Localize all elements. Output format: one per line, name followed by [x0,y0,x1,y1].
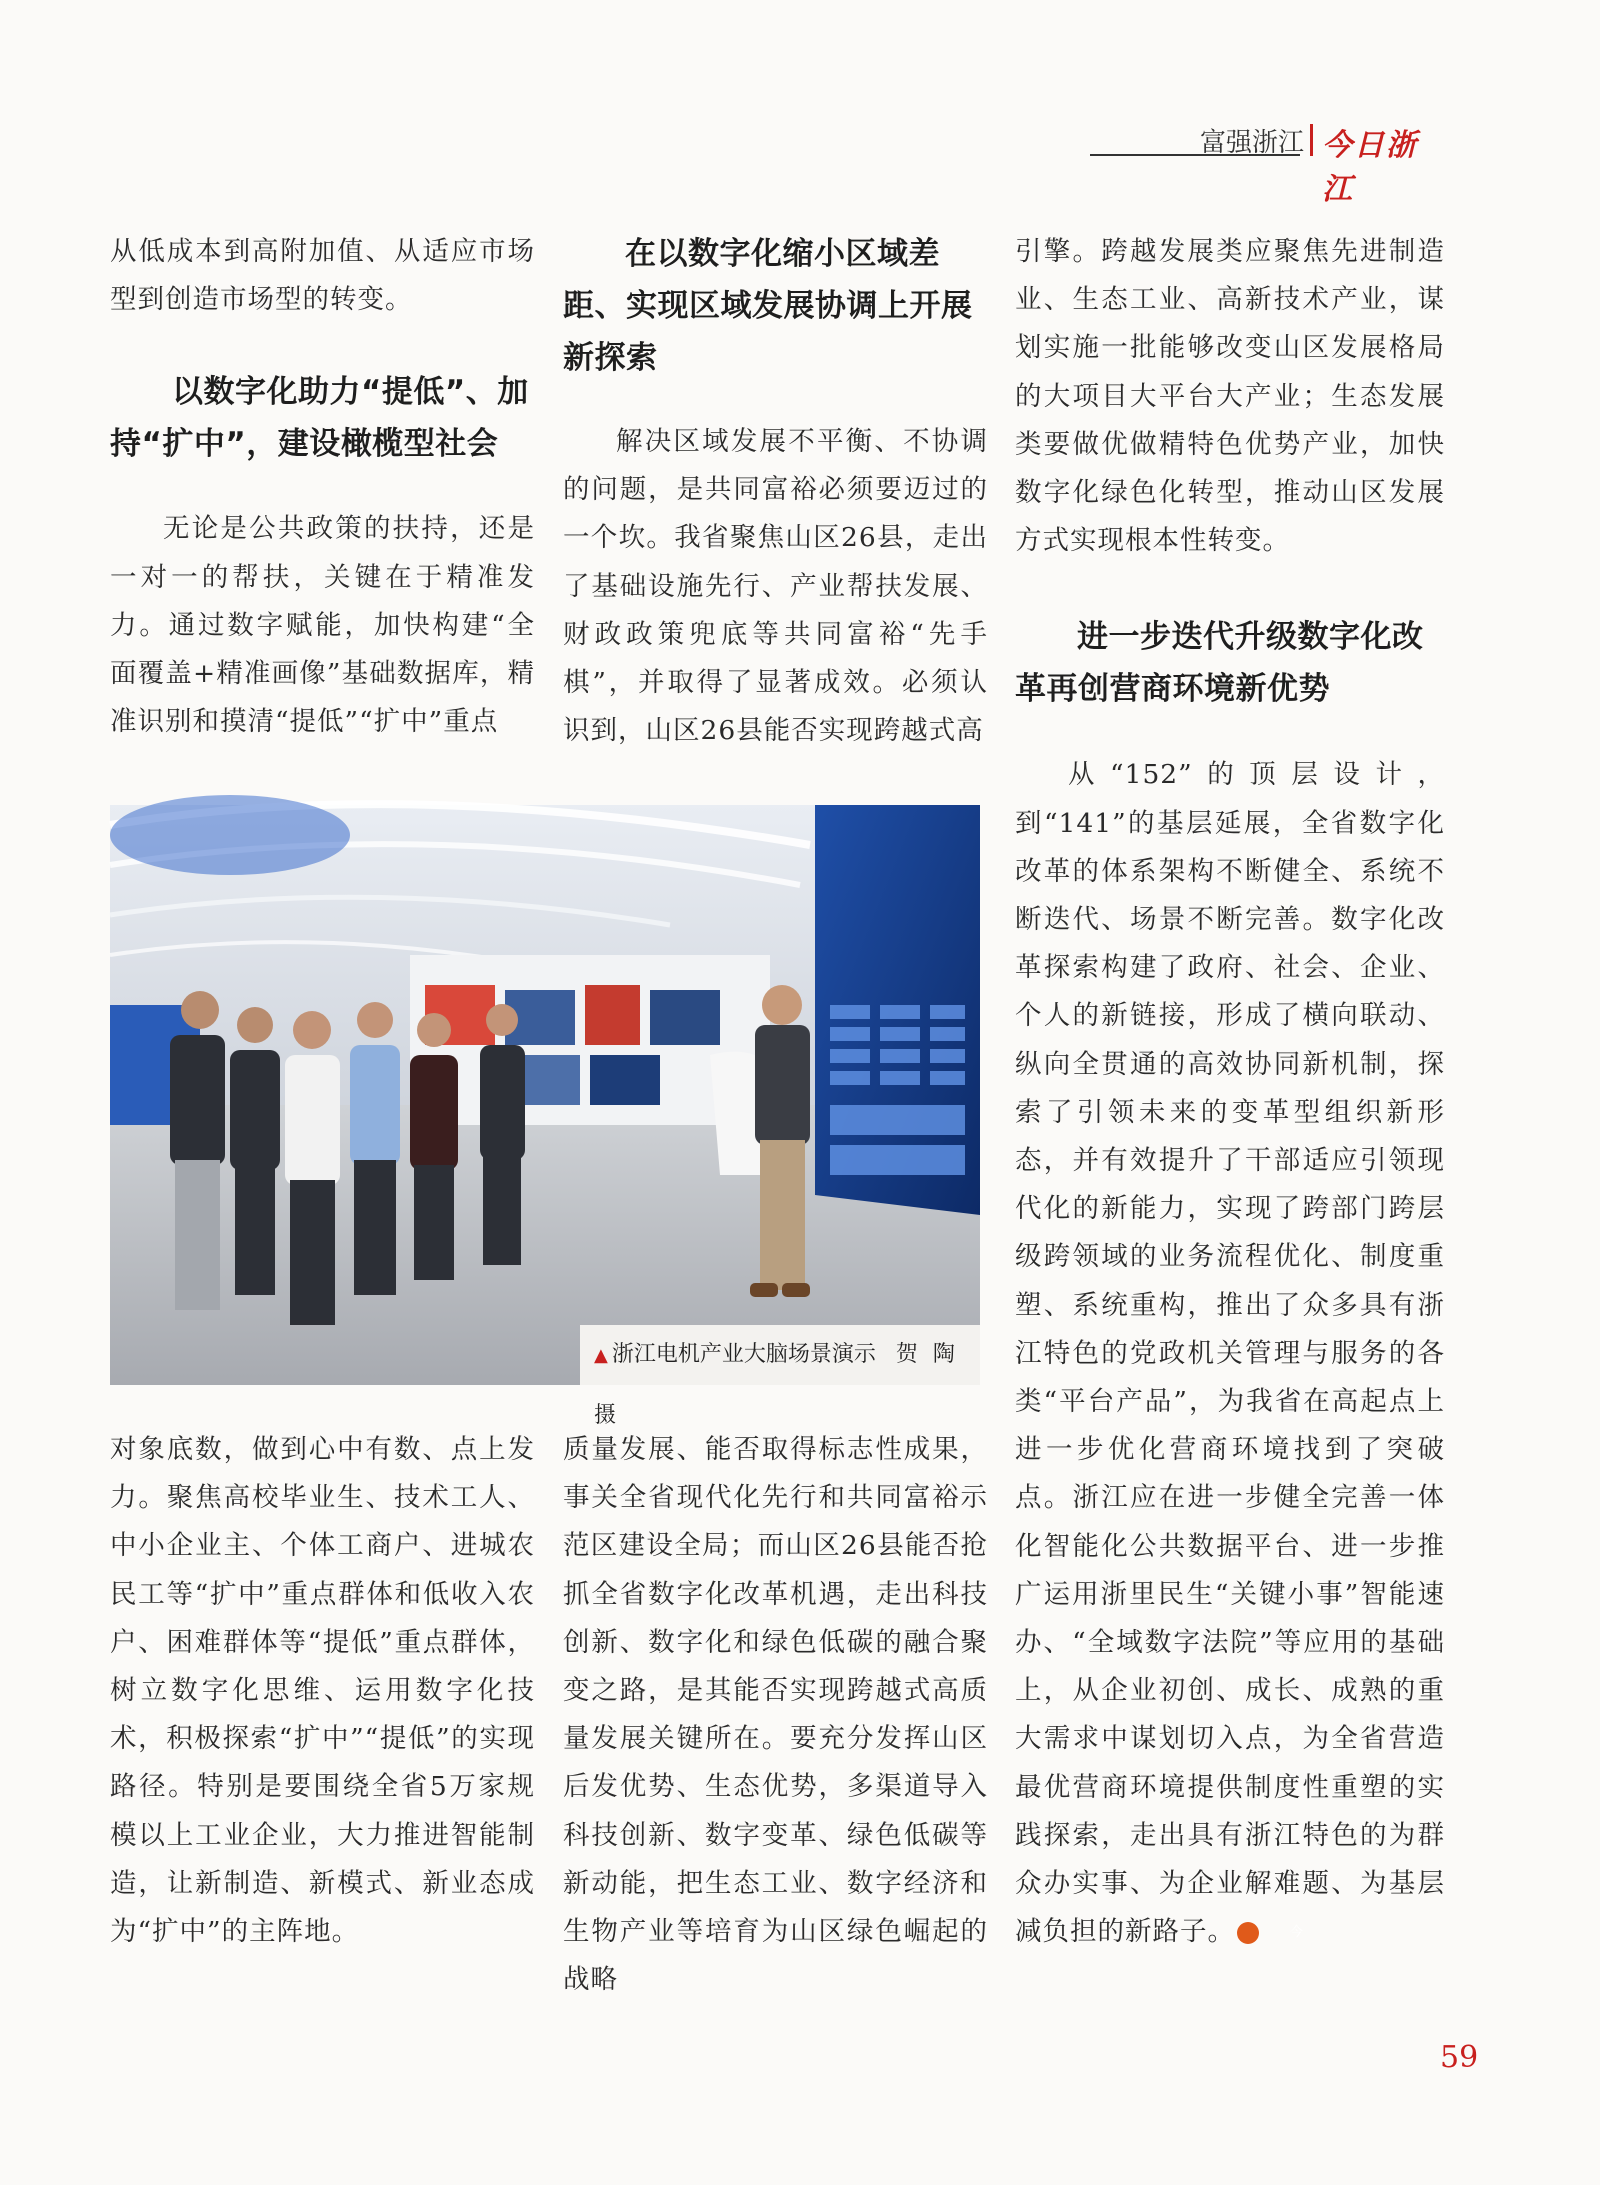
article-end-icon: 今 [1237,1922,1259,1944]
header-section-title: 富强浙江 [1200,128,1305,158]
col1-section-heading: 以数字化助力“提低”、加持“扩中”，建设橄榄型社会 [110,374,529,463]
running-header [1090,122,1440,207]
caption-triangle-icon: ▲ [594,1345,608,1366]
col3-paragraph-main [1015,751,1445,1956]
page-number: 59 [1440,2040,1479,2075]
col1-top-text: 从低成本到高附加值、从适应市场型到创造市场型的转变。 [110,236,535,316]
column-1-top [110,228,535,746]
col1-paragraph-top: 无论是公共政策的扶持，还是一对一的帮扶，关键在于精准发力。通过数字赋能，加快构建“全面覆盖+精准画像”基础数据库，精准识别和摸清“提低”“扩中”重点 [110,513,535,738]
magazine-logo: 今日浙江 [1322,128,1418,207]
col3-section-heading: 进一步迭代升级数字化改革再创营商环境新优势 [1015,619,1424,708]
photo-caption [580,1325,980,1428]
col3-paragraph-text: 从“152”的顶层设计，到“141”的基层延展，全省数字化改革的体系架构不断健全、系统不断迭代、场景不断完善。数字化改革探索构建了政府、社会、企业、个人的新链接，形成了横向联动、纵向全贯通的高效协同新机制，探索了引领未来的变革型组织新形态，并有效提升了干部适应引领现代化的新能力，实现了跨部门跨层级跨领域的业务流程优化、制度重塑、系统重构，推出了众多具有浙江特色的党政机关管理与服务的各类“平台产品”，为我省在高起点上进一步优化营商环境找到了突破点。浙江应在进一步健全完善一体化智能化公共数据平台、进一步推广运用浙里民生“关键小事”智能速办、“全域数字法院”等应用的基础上，从企业初创、成长、成熟的重大需求中谋划切入点，为全省营造最优营商环境提供制度性重塑的实践探索，走出具有浙江特色的为群众办实事、为企业解难题、为基层减负担的新路子。 [1015,759,1445,1948]
col3-paragraph-top: 引擎。跨越发展类应聚焦先进制造业、生态工业、高新技术产业，谋划实施一批能够改变山区发展格局的大项目大平台大产业；生态发展类要做优做精特色优势产业，加快数字化绿色化转型，推动山区发展方式实现根本性转变。 [1015,236,1445,557]
exhibition-hall-illustration [110,805,980,1385]
column-1-bottom [110,1426,535,1956]
col2-paragraph-bottom: 质量发展、能否取得标志性成果，事关全省现代化先行和共同富裕示范区建设全局；而山区26县能否抢抓全省数字化改革机遇，走出科技创新、数字化和绿色低碳的融合聚变之路，是其能否实现跨越式高质量发展关键所在。要充分发挥山区后发优势、生态优势，多渠道导入科技创新、数字变革、绿色低碳等新动能，把生态工业、数字经济和生物产业等培育为山区绿色崛起的战略 [563,1434,988,1996]
col2-section-heading: 在以数字化缩小区域差距、实现区域发展协调上开展新探索 [563,236,973,376]
column-2-bottom [563,1426,988,2004]
col1-paragraph-bottom: 对象底数，做到心中有数、点上发力。聚焦高校毕业生、技术工人、中小企业主、个体工商户、进城农民工等“扩中”重点群体和低收入农户、困难群体等“提低”重点群体，树立数字化思维、运用数字化技术，积极探索“扩中”“提低”的实现路径。特别是要围绕全省5万家规模以上工业企业，大力推进智能制造，让新制造、新模式、新业态成为“扩中”的主阵地。 [110,1434,535,1948]
col2-paragraph-top: 解决区域发展不平衡、不协调的问题，是共同富裕必须要迈过的一个坎。我省聚焦山区26县，走出了基础设施先行、产业帮扶发展、财政政策兜底等共同富裕“先手棋”，并取得了显著成效。必须认识到，山区26县能否实现跨越式高 [563,426,988,747]
photo-credit: 贺 陶 摄 [594,1342,959,1428]
caption-text: 浙江电机产业大脑场景演示 [611,1342,876,1367]
article-photo [110,805,980,1428]
column-3 [1015,228,1445,1957]
header-divider [1310,124,1313,156]
column-2-top [563,228,988,755]
